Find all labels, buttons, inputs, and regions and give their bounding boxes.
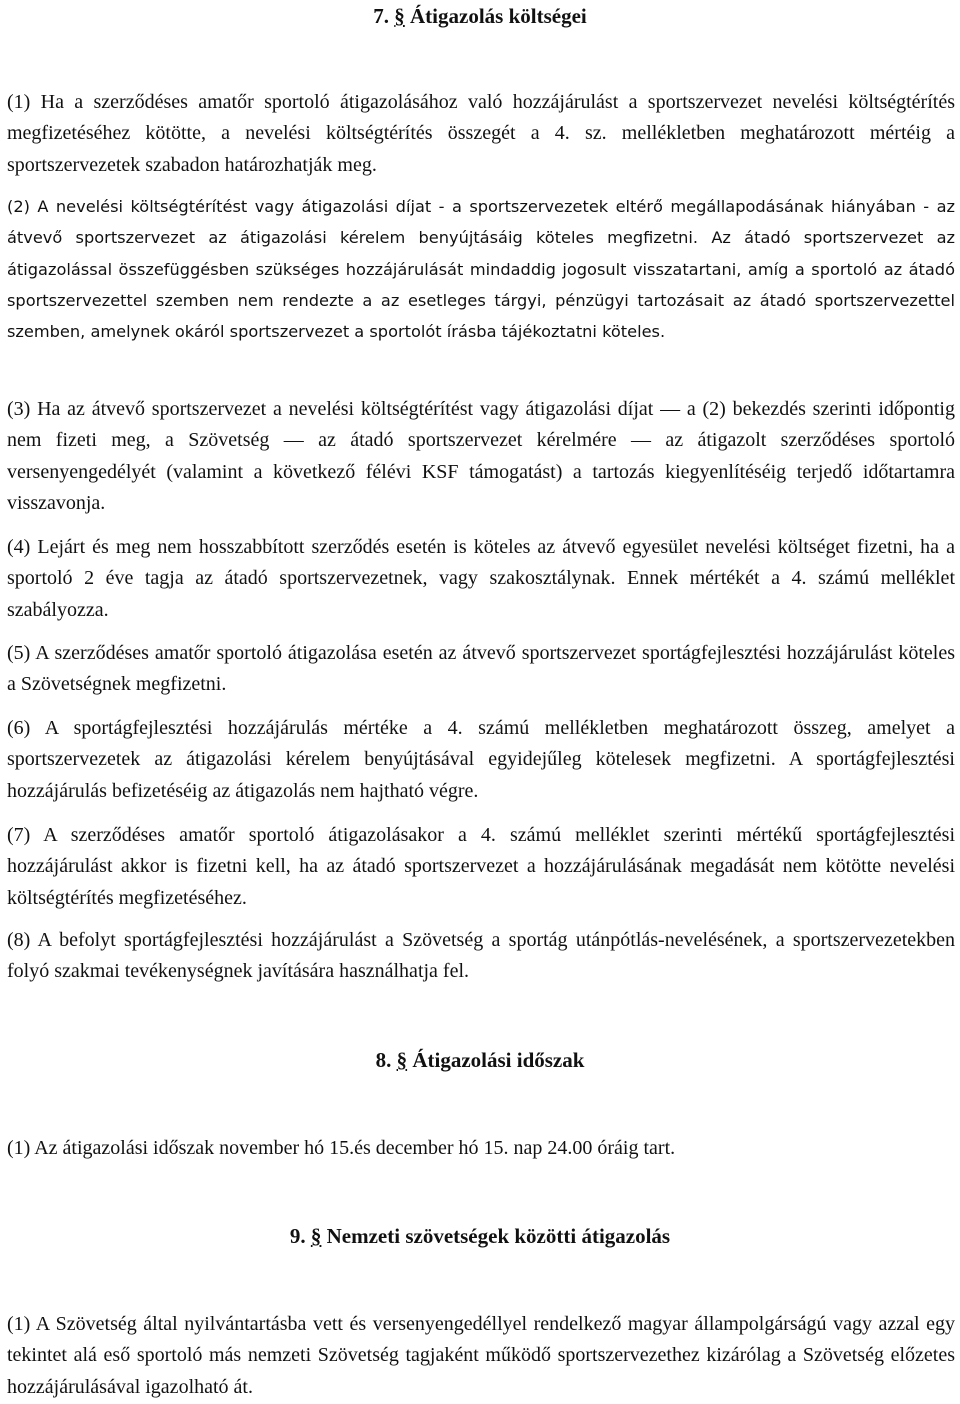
section-7-title: Átigazolás költségei xyxy=(410,4,587,28)
section-9-number: 9. xyxy=(289,1224,306,1248)
section-7-paragraph-1: (1) Ha a szerződéses amatőr sportoló átigazolásához való hozzájárulást a sportszervezet nevelési költségtérítés megfizetéséhez kötötte, a nevelési költségtérítés összegét a 4. sz. mellékletben meghatározott mértéig a sportszervezetek szabadon határozhatják meg. xyxy=(7,91,955,176)
section-8-number: 8. xyxy=(375,1048,392,1072)
section-7-paragraph-8: (8) A befolyt sportágfejlesztési hozzájárulást a Szövetség a sportág utánpótlás-nevelésének, a sportszervezetekben folyó szakmai tevékenységnek javítására használhatja fel. xyxy=(7,929,955,983)
section-8-heading xyxy=(0,1046,960,1074)
section-7-paragraph-7: (7) A szerződéses amatőr sportoló átigazolásakor a 4. számú melléklet szerinti mértékű sportágfejlesztési hozzájárulást akkor is fizetni kell, ha az átadó sportszervezet a hozzájárulásának megadását nem kötötte nevelési költségtérítés megfizetéséhez. xyxy=(7,824,955,909)
section-9-title: Nemzeti szövetségek közötti átigazolás xyxy=(326,1224,671,1248)
section-7-heading xyxy=(0,2,960,30)
section-sign: § xyxy=(396,1048,408,1072)
section-7-paragraph-6: (6) A sportágfejlesztési hozzájárulás mértéke a 4. számú mellékletben meghatározott összeg, amelyet a sportszervezetek az átigazolási kérelem benyújtásával egyidejűleg kötelesek megfizetni. A sportágfejlesztési hozzájárulás befizetéséig az átigazolás nem hajtható végre. xyxy=(7,717,955,802)
section-7-paragraph-4: (4) Lejárt és meg nem hosszabbított szerződés esetén is köteles az átvevő egyesület nevelési költséget fizetni, ha a sportoló 2 éve tagja az átadó sportszervezetnek, vagy szakosztálynak. Ennek mértékét a 4. számú melléklet szabályozza. xyxy=(7,536,955,621)
section-8-paragraph-1: (1) Az átigazolási időszak november hó 15.és december hó 15. nap 24.00 óráig tart. xyxy=(7,1137,676,1159)
section-9-heading xyxy=(0,1222,960,1250)
section-sign: § xyxy=(394,4,405,28)
section-sign: § xyxy=(310,1224,322,1248)
section-7-paragraph-2-part-1: (2) A nevelési költségtérítést vagy átigazolási díjat - a sportszervezetek eltérő megállapodásának hiányában - az átvevő sportszervezet az átigazolási kérelem benyújtásáig köteles megfizetni. xyxy=(7,197,955,248)
section-7-paragraph-2-part-2: Az átadó sportszervezet az átigazolással összefüggésben szükséges hozzájárulását mindaddig jogosult visszatartani, amíg a sportoló az átadó sportszervezettel szemben nem rendezte a az esetleges tárgyi, pénzügyi tartozásait az átadó sportszervezettel szemben, amelynek okáról sportszervezet a sportolót írásba tájékoztatni köteles. xyxy=(7,228,955,342)
section-9-paragraph-1: (1) A Szövetség által nyilvántartásba vett és versenyengedéllyel rendelkező magyar állampolgárságú vagy azzal egy tekintet alá eső sportoló más nemzeti Szövetség tagjaként működő sportszervezethez kizárólag a Szövetség előzetes hozzájárulásával igazolható át. xyxy=(7,1313,955,1398)
section-8-title: Átigazolási időszak xyxy=(412,1048,585,1072)
section-7-paragraph-2 xyxy=(7,191,955,347)
section-7-number: 7. xyxy=(373,4,389,28)
section-7-paragraph-3: (3) Ha az átvevő sportszervezet a nevelési költségtérítést vagy átigazolási díjat — a (2) bekezdés szerinti időpontig nem fizeti meg, a Szövetség — az átadó sportszervezet kérelmére — az átigazolt szerződéses sportoló versenyengedélyét (valamint a következő félévi KSF támogatást) a tartozás kiegyenlítéséig terjedő időtartamra visszavonja. xyxy=(7,398,955,514)
section-7-paragraph-5: (5) A szerződéses amatőr sportoló átigazolása esetén az átvevő sportszervezet sportágfejlesztési hozzájárulást köteles a Szövetségnek megfizetni. xyxy=(7,642,955,696)
